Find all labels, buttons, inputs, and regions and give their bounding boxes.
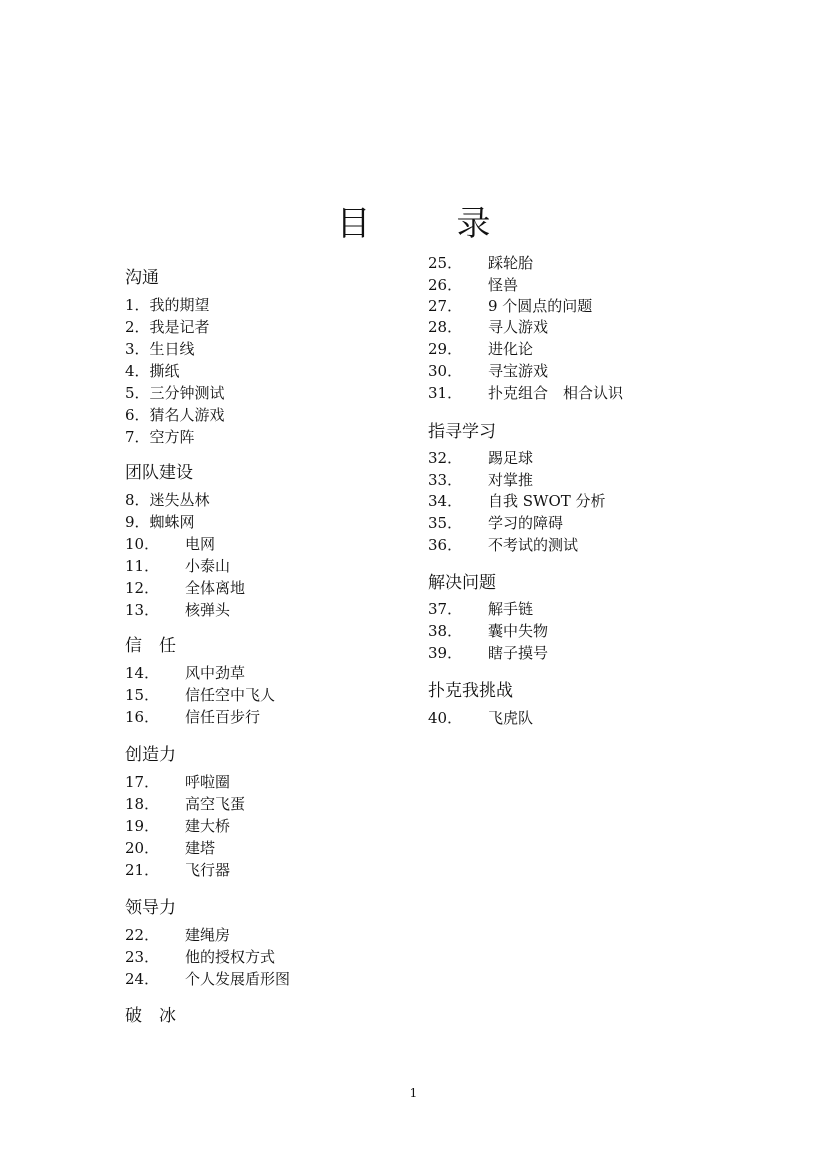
toc-entry-number: 13． <box>125 601 160 619</box>
toc-entry-number: 25． <box>428 254 463 272</box>
toc-entry-number: 23． <box>125 948 160 966</box>
toc-entry[interactable] <box>428 254 533 272</box>
toc-entry-number: 36． <box>428 536 463 554</box>
toc-entry-number: 4． <box>125 362 150 380</box>
section-heading: 信 任 <box>125 636 176 656</box>
toc-entry[interactable] <box>428 318 548 336</box>
toc-entry-number: 1． <box>125 296 150 314</box>
toc-entry[interactable] <box>125 926 230 944</box>
toc-entry[interactable] <box>125 795 245 813</box>
toc-entry-title: 对掌推 <box>488 471 534 489</box>
toc-entry-title: 建塔 <box>185 839 216 857</box>
toc-entry[interactable] <box>125 428 195 446</box>
toc-entry-title: 小泰山 <box>185 557 231 575</box>
toc-entry-number: 17． <box>125 773 160 791</box>
toc-entry-number: 30． <box>428 362 463 380</box>
toc-entry[interactable] <box>125 491 210 509</box>
toc-entry-title: 囊中失物 <box>488 622 549 640</box>
toc-entry-title: 学习的障碍 <box>488 514 564 532</box>
toc-entry[interactable] <box>125 773 230 791</box>
toc-entry-number: 15． <box>125 686 160 704</box>
section-heading: 领导力 <box>125 898 176 918</box>
toc-entry-number: 9． <box>125 513 150 531</box>
toc-entry-title: 扑克组合 相合认识 <box>488 384 624 402</box>
toc-entry-number: 19． <box>125 817 160 835</box>
section-heading: 解决问题 <box>428 573 496 593</box>
toc-entry-title: 高空飞蛋 <box>185 795 246 813</box>
toc-entry[interactable] <box>125 406 225 424</box>
toc-entry-title: 撕纸 <box>149 362 180 380</box>
toc-entry-number: 8． <box>125 491 150 509</box>
toc-entry-title: 解手链 <box>488 600 534 618</box>
toc-entry-title: 蜘蛛网 <box>149 513 195 531</box>
toc-entry-title: 寻宝游戏 <box>488 362 549 380</box>
toc-entry[interactable] <box>125 384 225 402</box>
toc-entry-title: 不考试的测试 <box>488 536 579 554</box>
toc-entry[interactable] <box>125 601 230 619</box>
toc-entry-number: 28． <box>428 318 463 336</box>
toc-entry-title: 信任百步行 <box>185 708 261 726</box>
toc-entry-title: 我是记者 <box>149 318 210 336</box>
toc-entry-number: 21． <box>125 861 160 879</box>
toc-entry-title: 踢足球 <box>488 449 534 467</box>
toc-entry[interactable] <box>125 970 290 988</box>
toc-entry-title: 寻人游戏 <box>488 318 549 336</box>
toc-entry[interactable] <box>428 622 548 640</box>
toc-entry-number: 18． <box>125 795 160 813</box>
toc-entry[interactable] <box>125 948 275 966</box>
toc-entry[interactable] <box>125 557 230 575</box>
toc-entry-title: 呼啦圈 <box>185 773 231 791</box>
toc-entry-title: 空方阵 <box>149 428 195 446</box>
section-heading: 团队建设 <box>125 463 193 483</box>
toc-entry-number: 27． <box>428 297 463 315</box>
toc-entry-number: 11． <box>125 557 160 575</box>
toc-entry-number: 29． <box>428 340 463 358</box>
toc-entry-title: 迷失丛林 <box>149 491 210 509</box>
section-heading: 指寻学习 <box>428 422 496 442</box>
toc-entry[interactable] <box>428 644 548 662</box>
toc-entry-number: 14． <box>125 664 160 682</box>
toc-entry-number: 35． <box>428 514 463 532</box>
toc-entry[interactable] <box>428 362 548 380</box>
toc-entry[interactable] <box>428 276 518 294</box>
toc-entry[interactable] <box>125 513 195 531</box>
toc-entry[interactable] <box>125 340 195 358</box>
toc-entry-number: 16． <box>125 708 160 726</box>
toc-entry-number: 38． <box>428 622 463 640</box>
toc-entry-title: 全体离地 <box>185 579 246 597</box>
toc-entry[interactable] <box>428 340 533 358</box>
toc-entry[interactable] <box>125 664 245 682</box>
toc-entry-title: 踩轮胎 <box>488 254 534 272</box>
toc-entry-title: 生日线 <box>149 340 195 358</box>
section-heading: 创造力 <box>125 745 176 765</box>
toc-entry-number: 32． <box>428 449 463 467</box>
toc-entry[interactable] <box>125 839 215 857</box>
toc-entry-number: 34． <box>428 492 463 510</box>
toc-entry-title: 风中劲草 <box>185 664 246 682</box>
toc-entry-number: 7． <box>125 428 150 446</box>
toc-entry-number: 33． <box>428 471 463 489</box>
toc-entry-title: 他的授权方式 <box>185 948 276 966</box>
toc-entry-number: 37． <box>428 600 463 618</box>
toc-entry-title: 飞虎队 <box>488 709 534 727</box>
page-number: 1 <box>409 1086 418 1100</box>
toc-entry-number: 2． <box>125 318 150 336</box>
toc-entry-number: 40． <box>428 709 463 727</box>
toc-entry-title: 核弹头 <box>185 601 231 619</box>
toc-entry[interactable] <box>428 449 533 467</box>
toc-entry-title: 信任空中飞人 <box>185 686 276 704</box>
toc-entry-title: 进化论 <box>488 340 534 358</box>
toc-entry-number: 26． <box>428 276 463 294</box>
toc-entry-title: 三分钟测试 <box>149 384 225 402</box>
toc-entry-number: 39． <box>428 644 463 662</box>
toc-entry-title: 瞎子摸号 <box>488 644 549 662</box>
toc-entry[interactable] <box>125 296 210 314</box>
toc-entry-title: 猜名人游戏 <box>149 406 225 424</box>
toc-entry-number: 12． <box>125 579 160 597</box>
toc-entry-number: 22． <box>125 926 160 944</box>
toc-entry-title: 怪兽 <box>488 276 519 294</box>
toc-entry-number: 6． <box>125 406 150 424</box>
toc-entry-number: 31． <box>428 384 463 402</box>
toc-entry[interactable] <box>125 535 215 553</box>
toc-entry[interactable] <box>125 861 230 879</box>
section-heading: 沟通 <box>125 268 159 288</box>
toc-entry-title: 我的期望 <box>149 296 210 314</box>
toc-entry[interactable] <box>428 600 533 618</box>
toc-entry-title: 个人发展盾形图 <box>185 970 291 988</box>
toc-entry-number: 5． <box>125 384 150 402</box>
toc-entry-number: 3． <box>125 340 150 358</box>
toc-entry[interactable] <box>125 318 210 336</box>
toc-entry-title: 电网 <box>185 535 216 553</box>
toc-entry-number: 24． <box>125 970 160 988</box>
toc-entry[interactable] <box>428 536 578 554</box>
toc-entry[interactable] <box>125 708 260 726</box>
toc-entry[interactable] <box>428 384 623 402</box>
toc-entry[interactable] <box>125 817 230 835</box>
toc-entry[interactable] <box>125 362 180 380</box>
toc-entry[interactable] <box>428 297 592 315</box>
toc-entry[interactable] <box>125 686 275 704</box>
page-title: 目 录 <box>336 204 517 244</box>
toc-entry-title: 建绳房 <box>185 926 231 944</box>
toc-entry-title: 建大桥 <box>185 817 231 835</box>
toc-entry-number: 20． <box>125 839 160 857</box>
toc-entry-title: 9 个圆点的问题 <box>488 297 593 315</box>
toc-entry-number: 10． <box>125 535 160 553</box>
toc-entry[interactable] <box>428 492 606 510</box>
section-heading: 破 冰 <box>125 1006 176 1026</box>
section-heading: 扑克我挑战 <box>428 681 513 701</box>
toc-entry[interactable] <box>428 514 563 532</box>
toc-entry[interactable] <box>428 471 533 489</box>
toc-entry-title: 飞行器 <box>185 861 231 879</box>
toc-entry-title: 自我 SWOT 分析 <box>488 492 606 510</box>
toc-entry[interactable] <box>125 579 245 597</box>
toc-entry[interactable] <box>428 709 533 727</box>
